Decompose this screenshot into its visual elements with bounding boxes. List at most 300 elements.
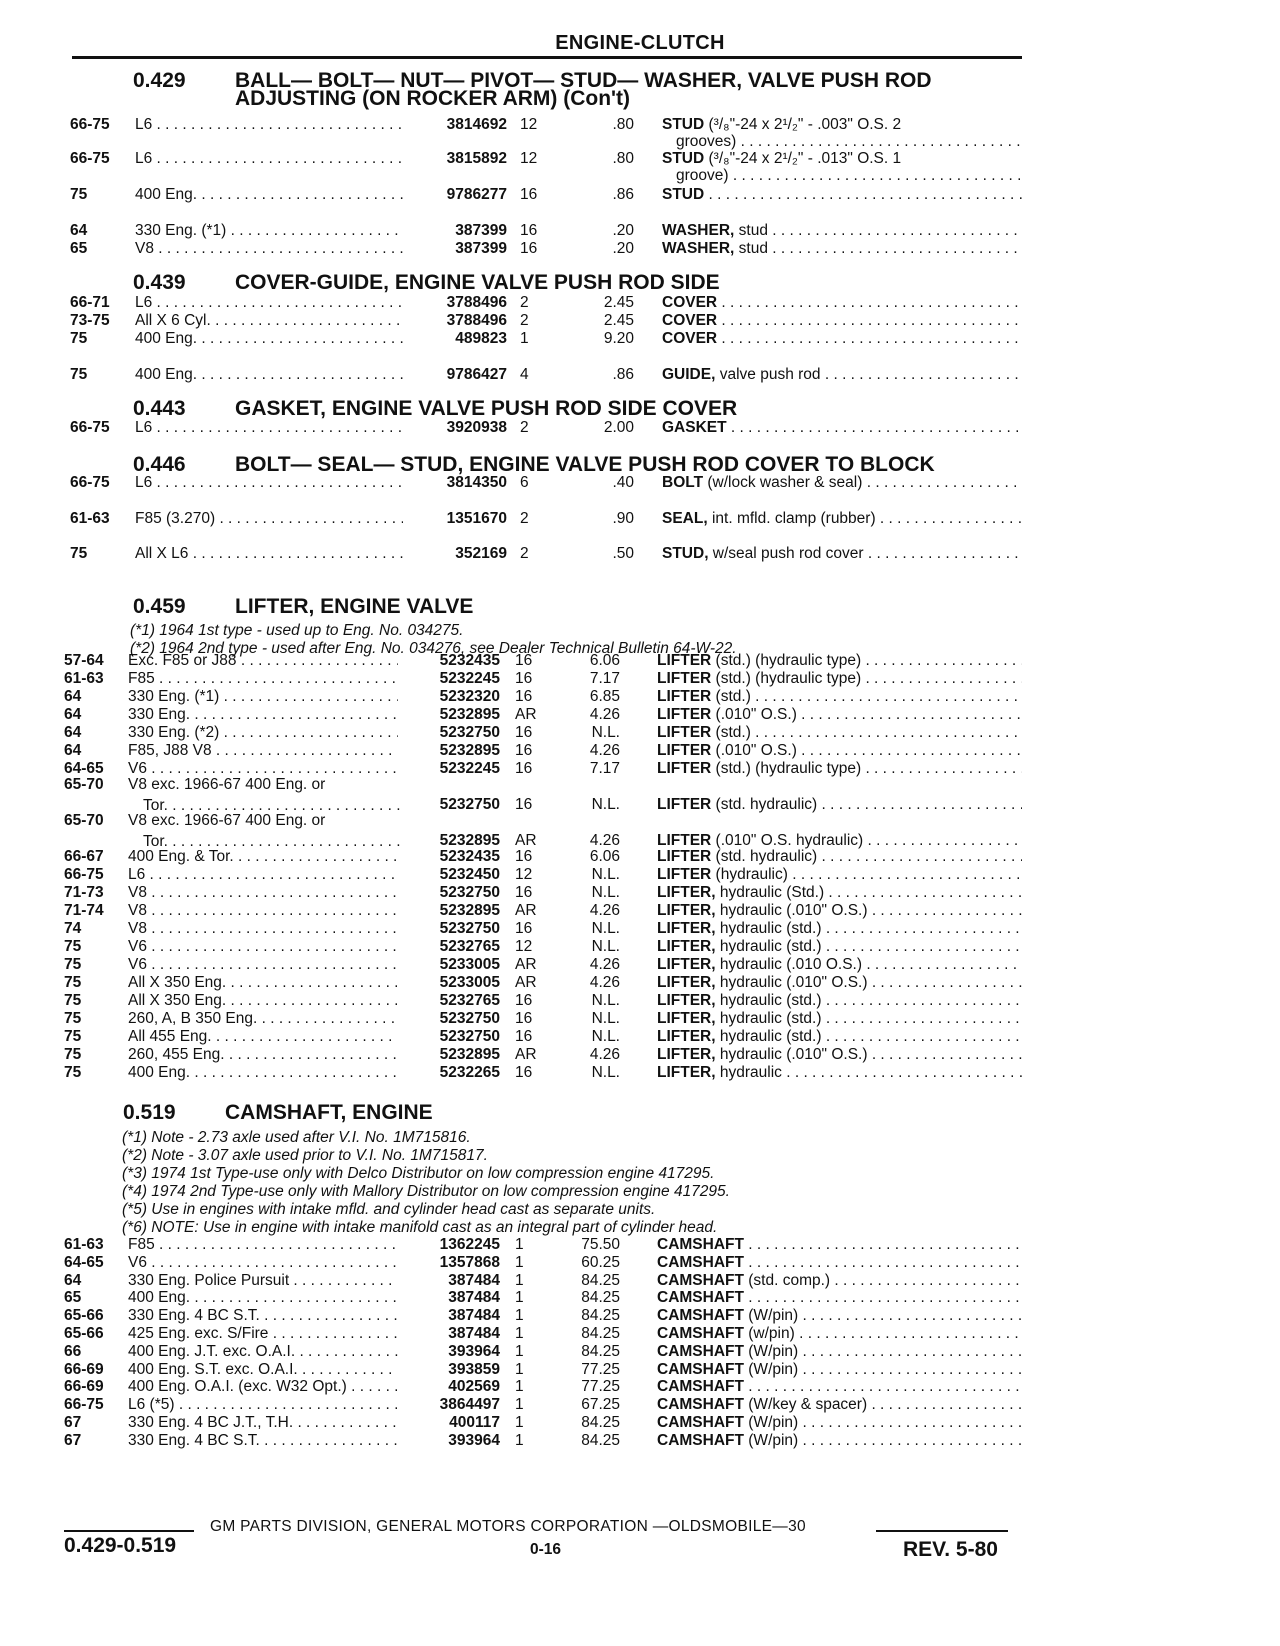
table-row — [0, 1325, 1280, 1344]
description-name: STUD — [662, 116, 705, 133]
description-name: STUD — [662, 186, 705, 203]
description — [662, 294, 1022, 312]
model-years: 64 — [64, 1271, 82, 1289]
model-years: 64-65 — [64, 1253, 104, 1271]
price: 6.06 — [589, 652, 620, 669]
table-row — [0, 742, 1280, 761]
part-number: 5232450 — [439, 866, 500, 883]
description-name: LIFTER, — [657, 1064, 716, 1081]
model-years: 66-75 — [64, 866, 104, 883]
price: 7.17 — [589, 670, 620, 687]
application: 400 Eng. . . . — [135, 366, 403, 384]
application: 260, A, B 350 Eng. . . . — [128, 1010, 398, 1028]
table-row — [0, 866, 1280, 885]
part-number: 1357868 — [439, 1253, 500, 1271]
table-row — [0, 222, 1280, 242]
model-years: 65 — [70, 240, 88, 257]
description-detail: hydraulic (.010 O.S.) — [715, 956, 863, 973]
description-detail: (.010" O.S.) — [711, 742, 797, 759]
price: N.L. — [591, 1028, 620, 1045]
quantity: 1 — [515, 1271, 524, 1289]
description-name: LIFTER, — [657, 1010, 716, 1027]
description — [657, 1307, 1022, 1325]
model-years: 64-65 — [64, 760, 104, 777]
part-number: 400117 — [449, 1414, 500, 1431]
description-detail: stud — [734, 222, 768, 239]
part-number: 3814692 — [446, 116, 507, 133]
description — [657, 1046, 1022, 1064]
description — [657, 1289, 1022, 1307]
description-name: LIFTER, — [657, 902, 716, 919]
price: 84.25 — [581, 1307, 620, 1325]
part-number: 5232245 — [439, 670, 500, 687]
table-row — [0, 706, 1280, 725]
quantity: 16 — [515, 848, 533, 865]
description-name: CAMSHAFT — [657, 1271, 744, 1289]
application: 425 Eng. exc. S/Fire . . . — [128, 1325, 398, 1343]
quantity: 16 — [515, 1010, 533, 1027]
footer-rule-right — [876, 1530, 1008, 1532]
price: 7.17 — [589, 760, 620, 777]
application: 330 Eng. . . . — [128, 706, 398, 724]
description-name: LIFTER, — [657, 920, 716, 937]
quantity: 2 — [520, 545, 529, 562]
quantity: 1 — [515, 1325, 524, 1342]
model-years: 67 — [64, 1431, 82, 1449]
table-row — [0, 884, 1280, 903]
table-row — [0, 1432, 1280, 1451]
description-name: LIFTER — [657, 706, 712, 723]
description — [657, 1254, 1022, 1272]
description-detail: valve push rod — [715, 366, 821, 383]
quantity: 1 — [515, 1289, 524, 1307]
part-number: 5233005 — [439, 974, 500, 991]
description-name: LIFTER — [657, 688, 712, 705]
table-row — [0, 116, 1280, 136]
application: V6 . . . — [128, 1254, 398, 1272]
application: 330 Eng. Police Pursuit . . . — [128, 1272, 398, 1290]
model-years: 75 — [70, 545, 88, 562]
price: 84.25 — [581, 1325, 620, 1342]
table-row — [0, 1396, 1280, 1415]
description-name: COVER — [662, 312, 718, 329]
description — [657, 670, 1022, 688]
description — [657, 1343, 1022, 1361]
description — [657, 884, 1022, 902]
description-detail: (std. hydraulic) — [711, 848, 818, 865]
price: 4.26 — [589, 902, 620, 919]
part-number: 3815892 — [446, 150, 507, 167]
model-years: 64 — [64, 688, 82, 705]
part-number: 387399 — [455, 222, 507, 239]
application: All X 6 Cyl. . . . — [135, 312, 403, 330]
description — [662, 330, 1022, 348]
quantity: AR — [515, 1046, 537, 1063]
section-0443-heading: 0.443 GASKET, ENGINE VALVE PUSH ROD SIDE COVER — [133, 397, 738, 420]
table-row — [0, 1307, 1280, 1326]
description-name: GASKET — [662, 419, 727, 436]
description — [657, 1378, 1022, 1396]
quantity: 16 — [515, 652, 533, 669]
description-name: WASHER, — [662, 240, 735, 257]
price: 2.45 — [603, 294, 634, 311]
table-row — [0, 938, 1280, 957]
quantity: AR — [515, 956, 537, 973]
footer-revision: REV. 5-80 — [903, 1538, 998, 1561]
application: F85 (3.270) . . . — [135, 510, 403, 528]
description — [657, 1432, 1022, 1450]
part-number: 5232435 — [439, 848, 500, 865]
description — [657, 724, 1022, 742]
model-years: 66-75 — [70, 150, 110, 167]
description-detail: (std.) (hydraulic type) — [711, 670, 862, 687]
table-row — [0, 419, 1280, 439]
part-number: 3788496 — [446, 312, 507, 329]
application: L6 . . . — [135, 116, 403, 134]
quantity: 12 — [515, 938, 533, 955]
description-detail: (std.) — [711, 724, 751, 741]
application: V6 . . . — [128, 938, 398, 956]
description-name: CAMSHAFT — [657, 1236, 744, 1253]
footnote: (*2) Note - 3.07 axle used prior to V.I. No. 1M715817. — [122, 1147, 488, 1164]
description — [662, 222, 1022, 240]
model-years: 75 — [64, 1010, 82, 1027]
price: N.L. — [591, 920, 620, 937]
description-name: CAMSHAFT — [657, 1431, 744, 1449]
model-years: 57-64 — [64, 652, 104, 669]
description — [657, 1028, 1022, 1046]
price: .20 — [612, 240, 634, 257]
description — [662, 545, 1022, 563]
table-row — [0, 1254, 1280, 1273]
part-number: 387484 — [448, 1307, 500, 1325]
footer-rule-left — [64, 1530, 194, 1532]
description-detail: hydraulic (.010" O.S.) — [715, 974, 868, 991]
model-years: 64 — [64, 706, 82, 723]
part-number: 9786277 — [446, 186, 507, 203]
price: .86 — [612, 186, 634, 203]
footnote: (*3) 1974 1st Type-use only with Delco Distributor on low compression engine 417295. — [122, 1165, 715, 1182]
application-continuation: Tor. . . . — [143, 832, 403, 852]
description-name: CAMSHAFT — [657, 1342, 744, 1360]
application: All X L6 . . . — [135, 545, 403, 563]
application: L6 . . . — [128, 866, 398, 884]
application: 400 Eng. . . . — [135, 330, 403, 348]
part-number: 352169 — [455, 545, 507, 562]
table-row — [0, 1046, 1280, 1065]
description-name: CAMSHAFT — [657, 1253, 744, 1271]
description-name: CAMSHAFT — [657, 1414, 744, 1431]
description — [662, 312, 1022, 330]
description-detail: (.010" O.S. hydraulic) — [711, 832, 864, 849]
model-years: 66-67 — [64, 848, 104, 865]
footnote: (*2) 1964 2nd type - used after Eng. No. 034276, see Dealer Technical Bulletin 64-W-22. — [130, 640, 737, 657]
application: 260, 455 Eng. . . . — [128, 1046, 398, 1064]
quantity: 16 — [515, 884, 533, 901]
description-detail: (W/pin) — [743, 1431, 799, 1449]
quantity: AR — [515, 974, 537, 991]
part-number: 387399 — [455, 240, 507, 257]
model-years: 66-75 — [70, 419, 110, 436]
description-name: CAMSHAFT — [657, 1307, 744, 1325]
model-years: 75 — [70, 366, 88, 383]
part-number: 489823 — [455, 330, 507, 347]
table-row — [0, 1378, 1280, 1397]
model-years: 66-75 — [70, 474, 110, 491]
application: L6 (*5) . . . — [128, 1396, 398, 1414]
table-row — [0, 956, 1280, 975]
description — [657, 956, 1022, 974]
part-number: 393859 — [448, 1360, 500, 1378]
footer-page-number: 0-16 — [530, 1541, 562, 1558]
section-title: BALL— BOLT— NUT— PIVOT— STUD— WASHER, VALVE PUSH ROD — [235, 69, 932, 92]
description-detail: (std. comp.) — [743, 1271, 831, 1289]
price: N.L. — [591, 1010, 620, 1027]
description-name: LIFTER — [657, 796, 712, 813]
quantity: AR — [515, 902, 537, 919]
model-years: 65 — [64, 1289, 82, 1307]
quantity: 1 — [515, 1396, 524, 1414]
part-number: 3920938 — [446, 419, 507, 436]
description-detail: (std.) (hydraulic type) — [711, 652, 862, 669]
table-row — [0, 1028, 1280, 1047]
description — [662, 186, 1022, 204]
table-row — [0, 848, 1280, 867]
quantity: 16 — [515, 760, 533, 777]
price: .90 — [612, 510, 634, 527]
application: 400 Eng. S.T. exc. O.A.I. . . . — [128, 1361, 398, 1379]
price: 77.25 — [581, 1378, 620, 1396]
description — [657, 688, 1022, 706]
price: 60.25 — [581, 1253, 620, 1271]
model-years: 75 — [64, 938, 82, 955]
description-name: LIFTER — [657, 670, 712, 687]
table-row — [0, 812, 1280, 831]
table-row — [0, 670, 1280, 689]
application: 330 Eng. (*2) . . . — [128, 724, 398, 742]
footnote: (*6) NOTE: Use in engine with intake manifold cast as an integral part of cylinder head. — [122, 1219, 718, 1236]
model-years: 75 — [64, 992, 82, 1009]
table-row — [0, 1064, 1280, 1083]
quantity: 2 — [520, 419, 529, 436]
section-0459-heading: 0.459 LIFTER, ENGINE VALVE — [133, 595, 474, 618]
application: 330 Eng. 4 BC S.T. . . . — [128, 1307, 398, 1325]
application: 400 Eng. O.A.I. (exc. W32 Opt.) . . . — [128, 1378, 398, 1396]
description-detail: hydraulic — [715, 1064, 782, 1081]
application: L6 . . . — [135, 474, 403, 492]
description-name: GUIDE, — [662, 366, 716, 383]
description — [657, 920, 1022, 938]
part-number: 5232750 — [439, 920, 500, 937]
table-row — [0, 150, 1280, 170]
description-name: CAMSHAFT — [657, 1378, 744, 1396]
quantity: 16 — [515, 670, 533, 687]
table-row — [0, 474, 1280, 494]
description — [657, 974, 1022, 992]
description — [657, 706, 1022, 724]
table-row — [0, 1289, 1280, 1308]
footnote: (*1) Note - 2.73 axle used after V.I. No. 1M715816. — [122, 1129, 471, 1146]
description-name: LIFTER — [657, 760, 712, 777]
application: 330 Eng. 4 BC S.T. . . . — [128, 1432, 398, 1450]
part-number: 5232895 — [439, 902, 500, 919]
part-number: 5232895 — [439, 1046, 500, 1063]
application: L6 . . . — [135, 419, 403, 437]
description-detail: hydraulic (std.) — [715, 920, 822, 937]
model-years: 65-66 — [64, 1325, 104, 1342]
table-row — [0, 992, 1280, 1011]
table-row — [0, 294, 1280, 314]
description — [657, 1064, 1022, 1082]
quantity: 2 — [520, 294, 529, 311]
part-number: 5232895 — [439, 832, 500, 849]
model-years: 75 — [64, 974, 82, 991]
model-years: 66 — [64, 1342, 82, 1360]
description-name: COVER — [662, 330, 718, 347]
description — [662, 419, 1022, 437]
application: All 455 Eng. . . . — [128, 1028, 398, 1046]
table-row — [0, 186, 1280, 206]
part-number: 393964 — [448, 1342, 500, 1360]
description-name: SEAL, — [662, 510, 708, 527]
description-name: LIFTER, — [657, 1028, 716, 1045]
quantity: 1 — [515, 1307, 524, 1325]
quantity: 16 — [520, 240, 538, 257]
quantity: 16 — [515, 1028, 533, 1045]
application: 330 Eng. (*1) . . . — [128, 688, 398, 706]
description — [657, 1272, 1022, 1290]
table-row — [0, 920, 1280, 939]
model-years: 64 — [64, 742, 82, 759]
description-detail: (.010" O.S.) — [711, 706, 797, 723]
model-years: 75 — [64, 1028, 82, 1045]
table-row — [0, 1236, 1280, 1255]
model-years: 66-69 — [64, 1378, 104, 1396]
price: 2.00 — [603, 419, 634, 436]
price: N.L. — [591, 992, 620, 1009]
price: N.L. — [591, 724, 620, 741]
price: 2.45 — [603, 312, 634, 329]
model-years: 65-66 — [64, 1307, 104, 1325]
part-number: 387484 — [448, 1271, 500, 1289]
table-row — [0, 1343, 1280, 1362]
table-row — [0, 688, 1280, 707]
description-detail: (W/pin) — [743, 1414, 799, 1431]
price: 67.25 — [581, 1396, 620, 1414]
description-detail: (w/pin) — [743, 1325, 795, 1342]
price: N.L. — [591, 884, 620, 901]
quantity: 16 — [515, 742, 533, 759]
quantity: 1 — [515, 1414, 524, 1431]
price: 84.25 — [581, 1414, 620, 1431]
quantity: 4 — [520, 366, 529, 383]
quantity: AR — [515, 832, 537, 849]
description-name: CAMSHAFT — [657, 1289, 744, 1307]
table-row — [0, 776, 1280, 795]
quantity: 16 — [515, 920, 533, 937]
part-number: 3864497 — [439, 1396, 500, 1414]
application: V6 . . . — [128, 956, 398, 974]
model-years: 66-71 — [70, 294, 110, 311]
table-row — [0, 510, 1280, 530]
description-name: LIFTER, — [657, 884, 716, 901]
price: 84.25 — [581, 1431, 620, 1449]
application: V8 . . . — [128, 920, 398, 938]
description-name: LIFTER — [657, 848, 712, 865]
description-detail: hydraulic (std.) — [715, 1028, 822, 1045]
part-number: 9786427 — [446, 366, 507, 383]
description-name: BOLT — [662, 474, 704, 491]
application: L6 . . . — [135, 150, 403, 168]
price: 6.85 — [589, 688, 620, 705]
price: 4.26 — [589, 974, 620, 991]
price: 75.50 — [581, 1236, 620, 1253]
price: .86 — [612, 366, 634, 383]
description-name: LIFTER — [657, 652, 712, 669]
description-detail: hydraulic (.010" O.S.) — [715, 1046, 868, 1063]
description-continuation: groove) . . . — [676, 166, 1022, 186]
price: N.L. — [591, 866, 620, 883]
description-name: STUD — [662, 150, 705, 167]
quantity: 1 — [515, 1342, 524, 1360]
part-number: 5232895 — [439, 706, 500, 723]
quantity: 1 — [520, 330, 529, 347]
model-years: 75 — [64, 1046, 82, 1063]
part-number: 387484 — [448, 1325, 500, 1342]
description-detail: (W/pin) — [743, 1360, 799, 1378]
price: .50 — [612, 545, 634, 562]
price: 84.25 — [581, 1342, 620, 1360]
model-years: 61-63 — [64, 670, 104, 687]
description — [657, 938, 1022, 956]
section-0519-heading: 0.519 CAMSHAFT, ENGINE — [123, 1101, 433, 1124]
application: V8 exc. 1966-67 400 Eng. or — [128, 776, 326, 793]
table-row — [0, 1272, 1280, 1291]
part-number: 5232765 — [439, 992, 500, 1009]
description-name: LIFTER — [657, 742, 712, 759]
price: 84.25 — [581, 1271, 620, 1289]
model-years: 75 — [70, 186, 88, 203]
quantity: 1 — [515, 1378, 524, 1396]
price: 9.20 — [603, 330, 634, 347]
quantity: 1 — [515, 1431, 524, 1449]
application: V8 . . . — [128, 902, 398, 920]
description-name: LIFTER, — [657, 938, 716, 955]
table-row — [0, 240, 1280, 260]
description-detail: (W/pin) — [743, 1342, 799, 1360]
table-row — [0, 312, 1280, 332]
price: N.L. — [591, 1064, 620, 1081]
price: N.L. — [591, 796, 620, 813]
description-name: LIFTER — [657, 866, 712, 883]
price: .80 — [612, 116, 634, 133]
description — [662, 366, 1022, 384]
part-number: 5232750 — [439, 724, 500, 741]
quantity: 12 — [520, 116, 538, 133]
model-years: 61-63 — [70, 510, 110, 527]
price: 84.25 — [581, 1289, 620, 1307]
application: 400 Eng. & Tor. . . . — [128, 848, 398, 866]
model-years: 74 — [64, 920, 82, 937]
table-row — [0, 330, 1280, 350]
description-name: LIFTER, — [657, 974, 716, 991]
application: 400 Eng. . . . — [128, 1064, 398, 1082]
quantity: 16 — [515, 724, 533, 741]
part-number: 5232750 — [439, 884, 500, 901]
part-number: 5232320 — [439, 688, 500, 705]
part-number: 5232435 — [439, 652, 500, 669]
description-name: CAMSHAFT — [657, 1360, 744, 1378]
